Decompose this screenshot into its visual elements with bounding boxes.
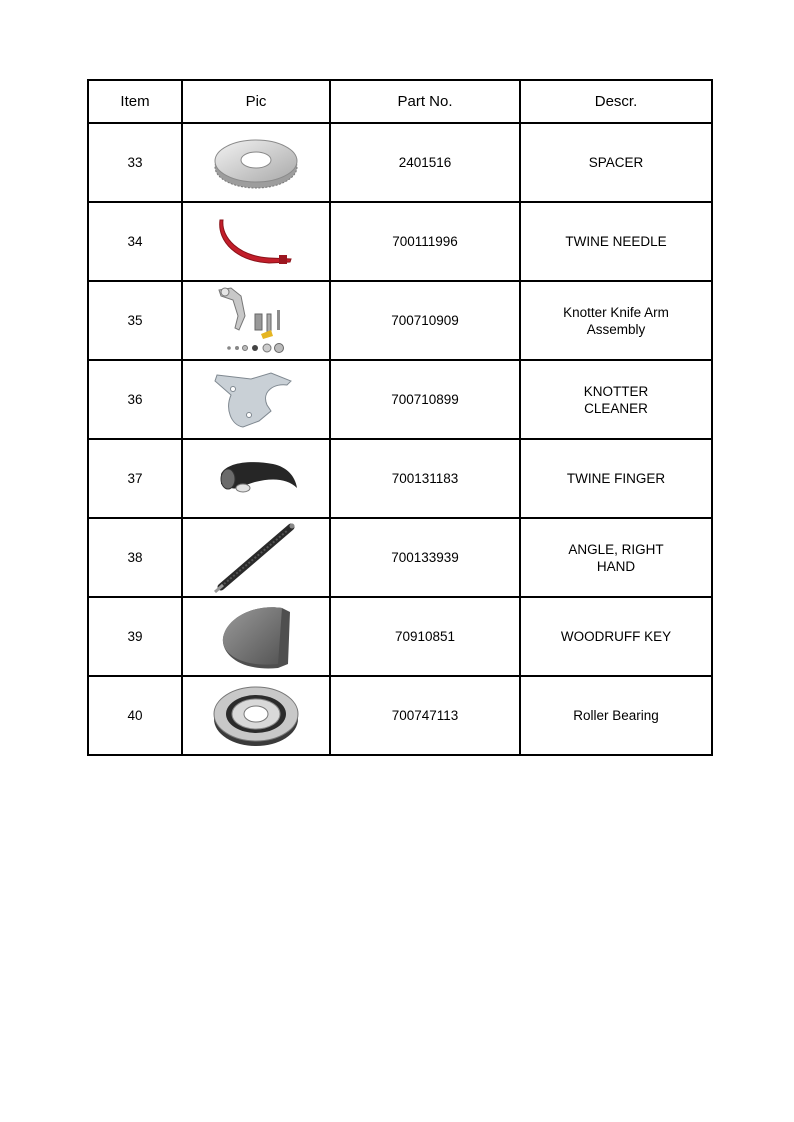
part-number: 2401516 [330, 123, 520, 202]
item-number: 37 [88, 439, 182, 518]
spacer-gear-icon [211, 133, 301, 193]
twine-finger-icon [211, 454, 301, 504]
part-picture [182, 518, 330, 597]
table-row [88, 281, 712, 360]
parts-table [87, 79, 713, 756]
table-row [88, 360, 712, 439]
item-number: 36 [88, 360, 182, 439]
item-number: 33 [88, 123, 182, 202]
table-row [88, 518, 712, 597]
part-number: 700133939 [330, 518, 520, 597]
header-pic: Pic [182, 80, 330, 123]
part-picture [182, 202, 330, 281]
part-picture [182, 360, 330, 439]
header-descr: Descr. [520, 80, 712, 123]
part-description: ANGLE, RIGHT HAND [520, 518, 712, 597]
part-description: Roller Bearing [520, 676, 712, 755]
table-row [88, 202, 712, 281]
part-description: Knotter Knife Arm Assembly [520, 281, 712, 360]
table-row [88, 597, 712, 676]
item-number: 35 [88, 281, 182, 360]
part-number: 700710899 [330, 360, 520, 439]
part-number: 70910851 [330, 597, 520, 676]
part-number: 700710909 [330, 281, 520, 360]
item-number: 39 [88, 597, 182, 676]
header-row [88, 80, 712, 123]
table-row [88, 123, 712, 202]
item-number: 40 [88, 676, 182, 755]
part-description: WOODRUFF KEY [520, 597, 712, 676]
item-number: 38 [88, 518, 182, 597]
part-description: SPACER [520, 123, 712, 202]
item-number: 34 [88, 202, 182, 281]
woodruff-key-icon [216, 602, 296, 672]
table-row [88, 676, 712, 755]
knife-arm-assembly-icon [211, 284, 301, 358]
part-number: 700747113 [330, 676, 520, 755]
knotter-cleaner-icon [211, 369, 301, 431]
table-row [88, 439, 712, 518]
part-number: 700131183 [330, 439, 520, 518]
part-picture [182, 676, 330, 755]
part-description: KNOTTER CLEANER [520, 360, 712, 439]
part-picture [182, 281, 330, 360]
roller-bearing-icon [211, 683, 301, 749]
part-number: 700111996 [330, 202, 520, 281]
part-description: TWINE FINGER [520, 439, 712, 518]
part-description: TWINE NEEDLE [520, 202, 712, 281]
angle-rod-icon [211, 521, 301, 595]
part-picture [182, 597, 330, 676]
part-picture [182, 439, 330, 518]
twine-needle-icon [211, 212, 301, 272]
header-item: Item [88, 80, 182, 123]
header-part-no: Part No. [330, 80, 520, 123]
part-picture [182, 123, 330, 202]
